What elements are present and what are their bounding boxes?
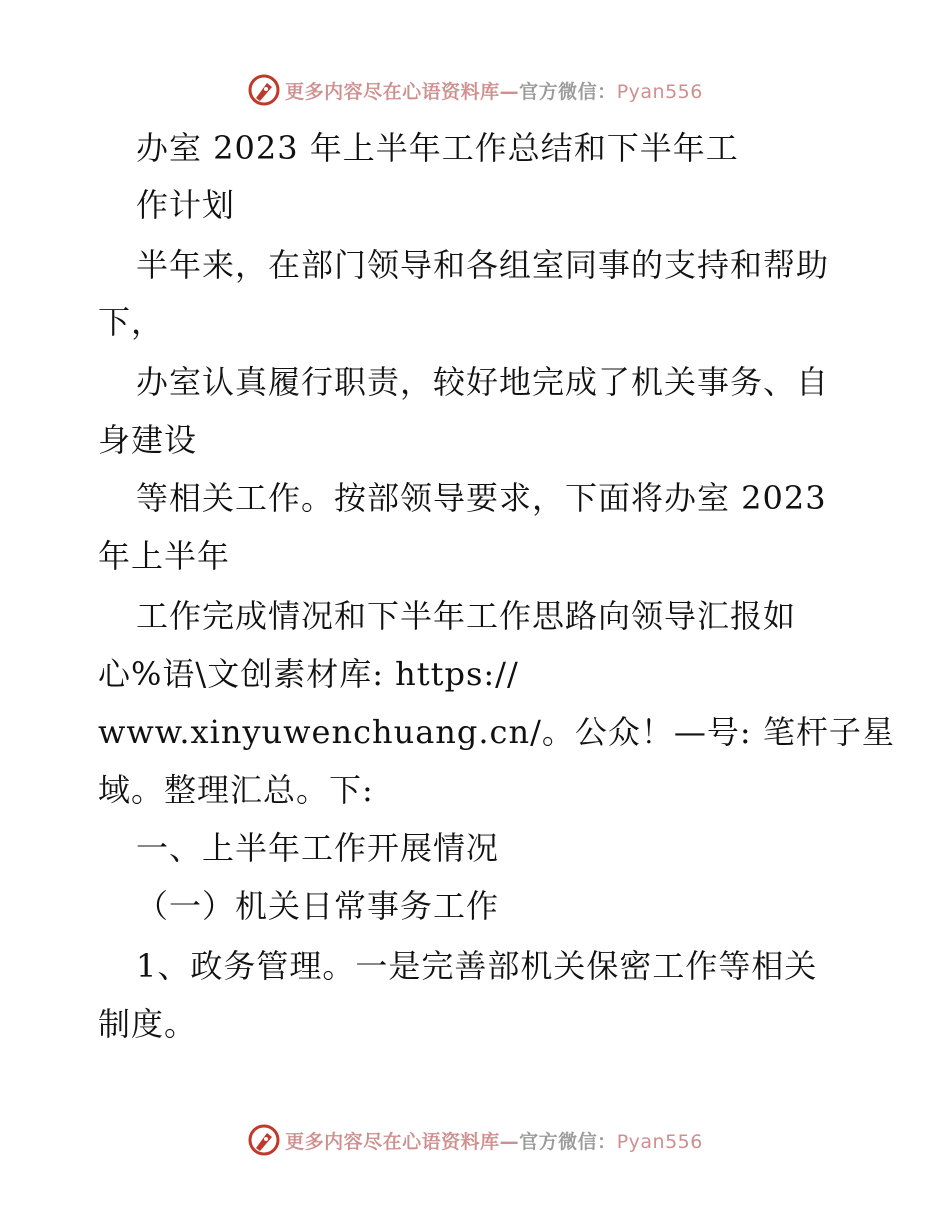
doc-paragraph-line: 年上半年 (98, 537, 231, 575)
header-banner-id: Pyan556 (616, 80, 703, 103)
doc-paragraph-line: 工作完成情况和下半年工作思路向领导汇报如 (136, 597, 797, 635)
doc-paragraph-line: 下， (98, 303, 165, 341)
footer-banner-label: 官方微信： (519, 1130, 617, 1153)
header-banner-label: 官方微信： (519, 80, 617, 103)
doc-paragraph-line: www.xinyuwenchuang.cn/。公众！—号: 笔杆子星 (98, 713, 895, 751)
doc-section-heading: 一、上半年工作开展情况 (136, 829, 500, 867)
doc-paragraph-line: 办室认真履行职责，较好地完成了机关事务、自 (136, 363, 830, 401)
doc-paragraph-line: 身建设 (98, 421, 198, 459)
doc-paragraph-line: 心%语\文创素材库: https:// (98, 655, 519, 693)
header-banner-main: 更多内容尽在心语资料库— (285, 80, 520, 103)
doc-title-line-1: 办室 2023 年上半年工作总结和下半年工 (136, 129, 739, 167)
doc-paragraph-line: 半年来，在部门领导和各组室同事的支持和帮助 (136, 246, 830, 284)
footer-banner (0, 1120, 950, 1160)
footer-banner-id: Pyan556 (616, 1130, 703, 1153)
footer-banner-main: 更多内容尽在心语资料库— (285, 1130, 520, 1153)
doc-paragraph-line: 1、政务管理。一是完善部机关保密工作等相关 (136, 947, 818, 985)
doc-paragraph-line: 域。整理汇总。下: (98, 771, 374, 809)
footer-banner-text (285, 1127, 703, 1154)
doc-paragraph-line: 等相关工作。按部领导要求，下面将办室 2023 (136, 479, 827, 517)
doc-subsection-heading: （一）机关日常事务工作 (136, 887, 500, 925)
pen-nib-logo-icon (247, 1123, 281, 1157)
doc-paragraph-line: 制度。 (98, 1005, 198, 1043)
doc-title-line-2: 作计划 (136, 186, 236, 224)
